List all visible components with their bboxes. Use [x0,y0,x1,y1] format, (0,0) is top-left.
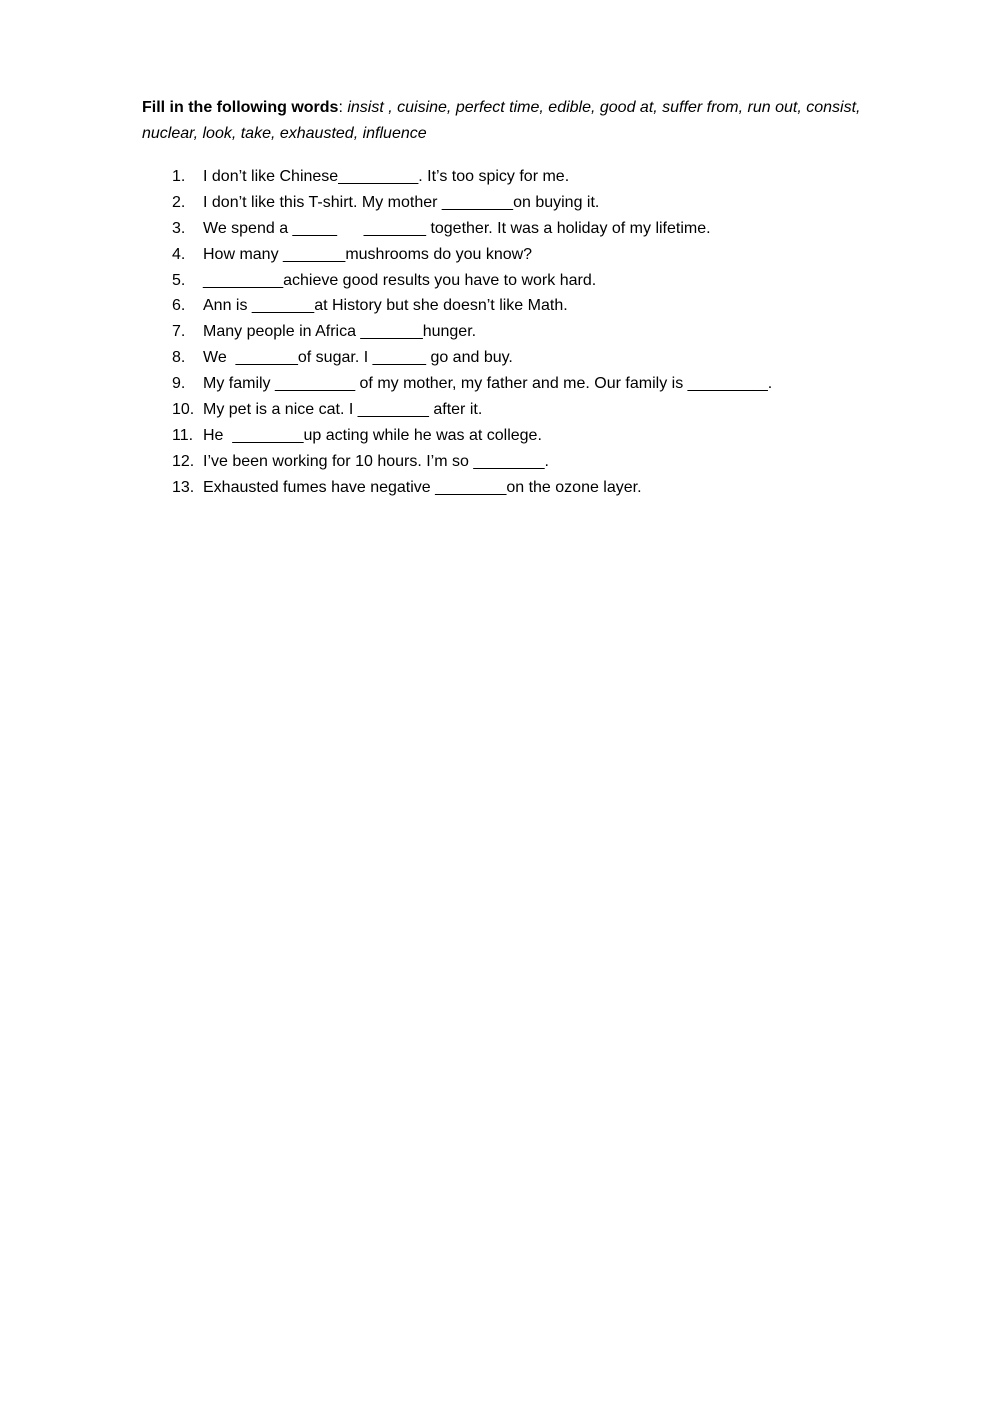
exercise-item [172,216,932,242]
item-text: I don’t like Chinese_________. It’s too spicy for me. [203,168,570,185]
instruction-colon: : [338,99,348,116]
item-text: We spend a _____ _______ together. It was a holiday of my lifetime. [203,219,711,237]
item-text: I’ve been working for 10 hours. I’m so ________. [203,452,549,470]
exercise-item [172,164,932,190]
item-text: _________achieve good results you have to work hard. [203,271,597,289]
exercise-item [172,423,932,449]
item-number: 13. [172,478,195,496]
exercise-item [172,475,932,501]
item-text: He ________up acting while he was at college. [203,426,542,444]
item-number: 5. [172,271,186,289]
item-number: 7. [172,323,186,341]
item-text: I don’t like this T-shirt. My mother ________on buying it. [203,193,600,211]
exercise-item [172,268,932,294]
item-number: 4. [172,245,186,263]
word-bank: insist , cuisine, perfect time, edible, good at, suffer from, run out, consist, nuclear, look, take, exhausted, influence [142,99,861,142]
exercise-item [172,319,932,345]
item-text: My family _________ of my mother, my father and me. Our family is _________. [203,375,773,393]
item-number: 2. [172,193,186,211]
item-number: 8. [172,349,186,367]
exercise-list [172,164,932,501]
item-number: 12. [172,452,195,470]
item-text: My pet is a nice cat. I ________ after it. [203,401,483,419]
exercise-item [172,397,932,423]
item-text: We _______of sugar. I ______ go and buy. [203,349,513,367]
item-text: Ann is _______at History but she doesn’t like Math. [203,297,568,315]
item-text: Many people in Africa _______hunger. [203,323,477,341]
item-number: 9. [172,375,186,393]
item-number: 11. [172,426,194,444]
item-number: 6. [172,297,186,315]
exercise-item [172,293,932,319]
item-text: Exhausted fumes have negative ________on the ozone layer. [203,478,642,496]
exercise-item [172,449,932,475]
item-number: 3. [172,219,186,237]
item-number: 10. [172,401,195,419]
exercise-item [172,345,932,371]
instructions [142,95,912,147]
exercise-item [172,190,932,216]
item-text: How many _______mushrooms do you know? [203,245,533,263]
instruction-lead: Fill in the following words [142,99,339,116]
exercise-item [172,242,932,268]
exercise-item [172,371,932,397]
item-number: 1. [172,168,186,185]
